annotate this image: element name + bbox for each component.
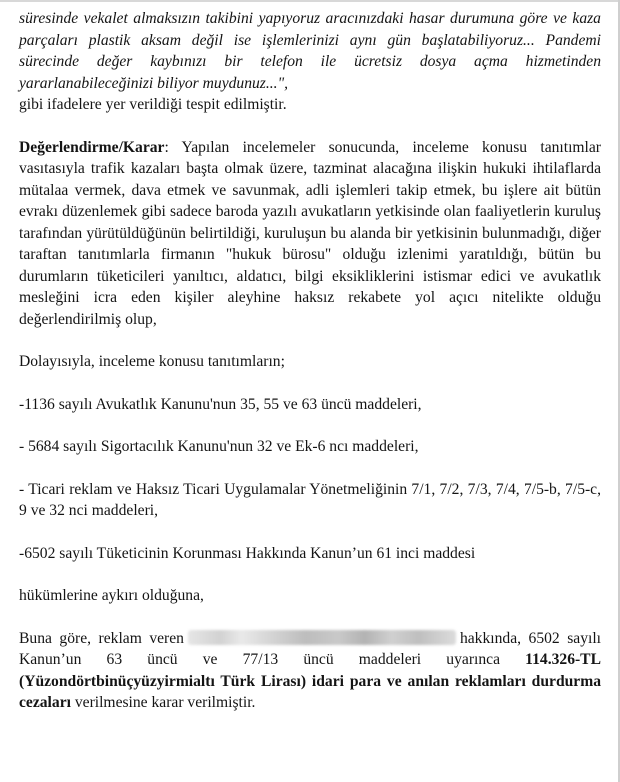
list-item-2: - 5684 sayılı Sigortacılık Kanunu'nun 32 ve Ek-6 ncı maddeleri, bbox=[19, 438, 419, 455]
evaluation-text: : Yapılan incelemeler sonucunda, inceleme konusu tanıtımlar vasıtasıyla trafik kazaları başta olmak üzere, tazminat alacağına ilişkin hukuki ihtilaflarda mütalaa vermek, dava etmek ve savunmak, adli işlemleri takip etmek, bu işlere ait bütün evrakı düzenlemek gibi sadece baroda yazılı avukatların yetkisinde olan faaliyetlerin kuruluş tarafından yürütüldüğünün belirtildiği, kuruluşun bu alanda bir yetkisinin bulunmadığı, diğer taraftan tanıtımlarla firmanın "hukuk bürosu" olduğu izlenimi yaratıldığı, bütün bu durumların tüketicileri yanıltıcı, aldatıcı, bilgi eksikliklerini istismar edici ve avukatlık mesleğini icra eden kişiler aleyhine haksız rekabete yol açıcı nitelikte olduğu değerlendirilmiş olup, bbox=[19, 138, 601, 328]
intro-tail: gibi ifadelere yer verildiği tespit edilmiştir. bbox=[19, 96, 287, 113]
decision-before: Buna göre, reklam veren bbox=[19, 629, 184, 647]
quote-line-4: ücretsiz dosya açma hizmetinden yararlanabileceğinizi biliyor muydunuz...", bbox=[19, 53, 602, 92]
decision-paragraph bbox=[19, 628, 601, 714]
intro-quote bbox=[19, 8, 601, 94]
therefore-line: Dolayısıyla, inceleme konusu tanıtımların; bbox=[19, 353, 285, 370]
decision-ending: verilmesine karar verilmiştir. bbox=[74, 694, 256, 711]
evaluation-heading: Değerlendirme/Karar bbox=[19, 138, 165, 156]
list-item-3: - Ticari reklam ve Haksız Ticari Uygulamalar Yönetmeliğinin 7/1, 7/2, 7/3, 7/4, 7/5-b, 7/5-c, 9 ve 32 nci maddeleri, bbox=[19, 480, 601, 519]
penalty-amount: 114.326-TL (Yüzondörtbinüçyüzyirmialtı Türk Lirası) idari para ve anılan reklamları durdurma cezaları bbox=[19, 651, 601, 711]
redacted-company-name bbox=[188, 630, 456, 645]
contrary-line: hükümlerine aykırı olduğuna, bbox=[19, 587, 204, 604]
evaluation-paragraph bbox=[19, 137, 601, 331]
decision-after: hakkında, 6502 sayılı Kanun’un 63 üncü ve 77/13 üncü maddeleri uyarınca bbox=[19, 629, 602, 668]
quote-line-1: süresinde vekalet almaksızın takibini yapıyoruz aracınızdaki hasar bbox=[19, 10, 445, 27]
list-item-4: -6502 sayılı Tüketicinin Korunması Hakkında Kanun’un 61 inci maddesi bbox=[19, 544, 476, 562]
quote-line-3: gün başlatabiliyoruz... Pandemi sürecinde değer kaybınızı bir telefon ile bbox=[19, 31, 601, 70]
quote-line-2: durumuna göre ve kaza parçaları plastik aksam değil ise işlemlerinizi aynı bbox=[19, 10, 601, 49]
list-item-1: -1136 sayılı Avukatlık Kanunu'nun 35, 55 ve 63 üncü maddeleri, bbox=[19, 395, 422, 413]
scan-edge-top bbox=[0, 0, 620, 2]
